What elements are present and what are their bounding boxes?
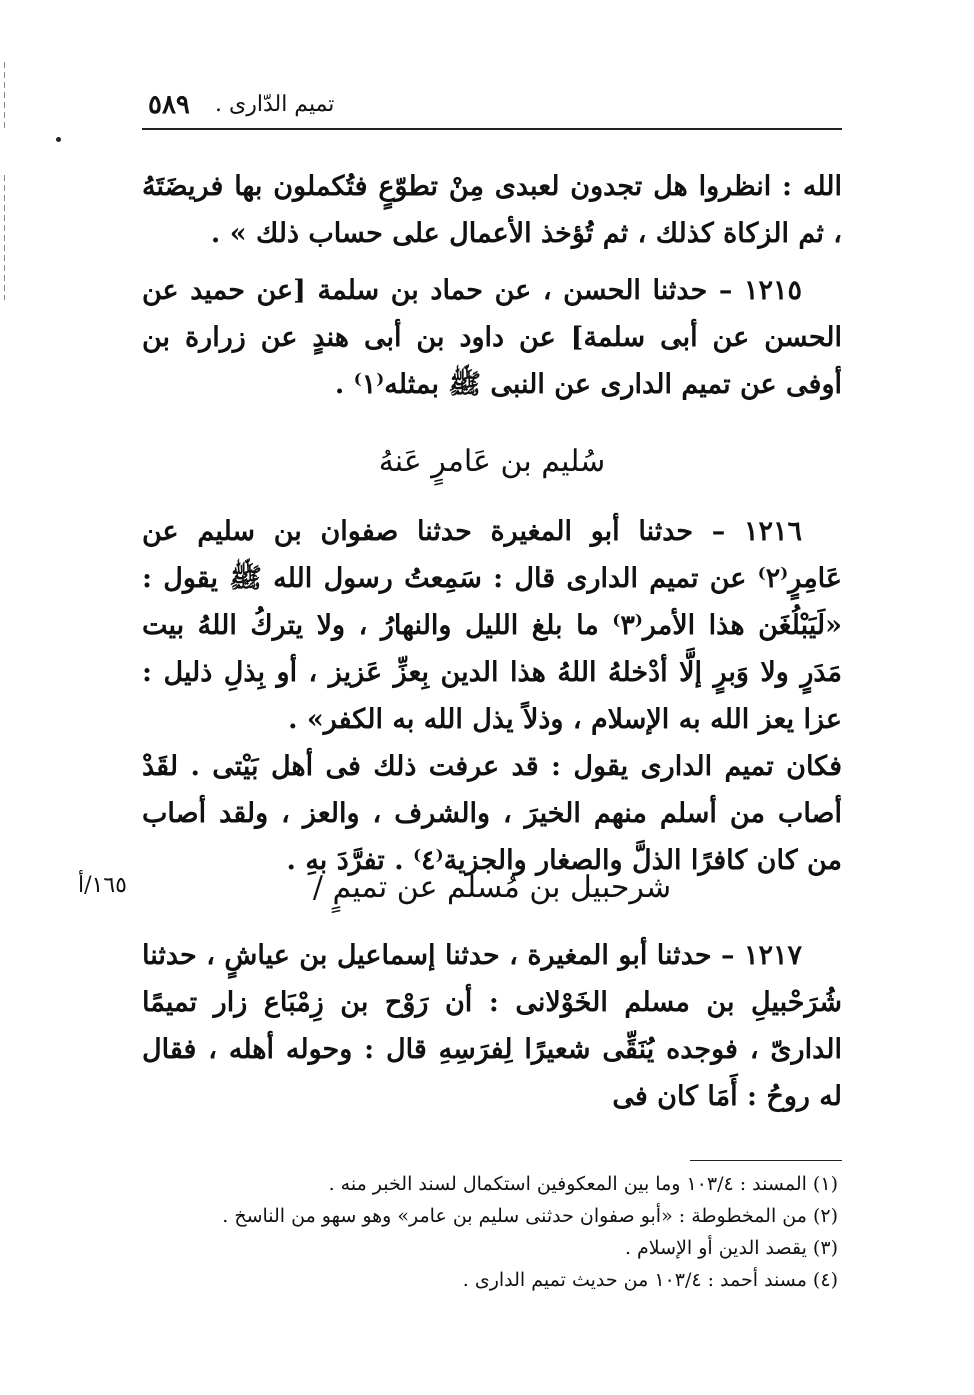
footnotes <box>142 1168 842 1296</box>
footnote-rule <box>690 1160 842 1161</box>
paragraph: ١٢١٥ – حدثنا الحسن ، عن حماد بن سلمة [عن حميد عن الحسن عن أبى سلمة] عن داود بن أبى هندٍ عن زرارة بن أوفى عن تميم الدارى عن النبى ﷺ بمثله⁽١⁾ . <box>142 275 842 400</box>
footnote: (٣) يقصد الدين أو الإسلام . <box>624 1237 838 1259</box>
section-heading: سُليم بن عَامرٍ عَنهُ <box>378 444 606 479</box>
page-number: ٥٨٩ <box>148 90 190 120</box>
manuscript-folio-note: ١٦٥/أ <box>78 873 127 898</box>
footnote: (٤) مسند أحمد : ١٠٣/٤ من حديث تميم الدارى . <box>462 1269 838 1291</box>
paragraph: ١٢١٧ – حدثنا أبو المغيرة ، حدثنا إسماعيل بن عياشٍ ، حدثنا شُرَحْبيلِ بن مسلم الخَوْلانى : أن رَوْح بن زِمْبَاع زار تميمًا الدارىّ ، فوجده يُنَقِّى شعيرًا لِفرَسِهِ قال : وحوله أهله ، فقال له روحُ : أَمَا كان فى <box>142 940 842 1112</box>
paragraph: ١٢١٦ – حدثنا أبو المغيرة حدثنا صفوان بن سليم عن عَامِرٍ⁽٢⁾ عن تميم الدارى قال : سَمِعتُ رسول الله ﷺ يقول : «لَيَبْلُغَن هذا الأمر⁽٣⁾ ما بلغ الليل والنهارُ ، ولا يتركُ اللهُ بيت مَدَرٍ ولا وَبرٍ إلَّا أدْخلهُ اللهُ هذا الدين بِعزِّ عَزيز ، أو بِذلِ ذليل : عزا يعز الله به الإسلام ، وذلاً يذل الله به الكفر» . <box>142 516 842 735</box>
text-block-1 <box>142 163 842 408</box>
running-title: تميم الدّارى . <box>215 92 335 117</box>
text-block-3 <box>142 932 842 1120</box>
scan-dot <box>56 137 61 142</box>
footnote: (١) المسند : ١٠٣/٤ وما بين المعكوفين استكمال لسند الخبر منه . <box>328 1173 838 1195</box>
scan-margin-mark <box>4 62 5 132</box>
header-rule <box>142 128 842 130</box>
text-block-2 <box>142 508 842 884</box>
footnote: (٢) من المخطوطة : «أبو صفوان حدثنى سليم بن عامر» وهو سهو من الناسخ . <box>222 1205 838 1227</box>
scan-margin-mark <box>4 175 5 300</box>
paragraph: الله : انظروا هل تجدون لعبدى مِنْ تطوّعٍ فتُكملون بها فريضَتَهُ ، ثم الزكاة كذلك ، ثم تُؤخذ الأعمال على حساب ذلك » . <box>142 171 842 249</box>
section-heading: شرحبيل بن مُسلم عن تميمٍ / <box>312 870 672 905</box>
paragraph: فكان تميم الدارى يقول : قد عرفت ذلك فى أهل بَيْتى . لقَدْ أصاب من أسلم منهم الخيرَ ، والشرف ، والعز ، ولقد أصاب من كان كافرًا الذلَّ والصغار والجزية⁽٤⁾ . تفرَّدَ بهِ . <box>142 751 842 876</box>
